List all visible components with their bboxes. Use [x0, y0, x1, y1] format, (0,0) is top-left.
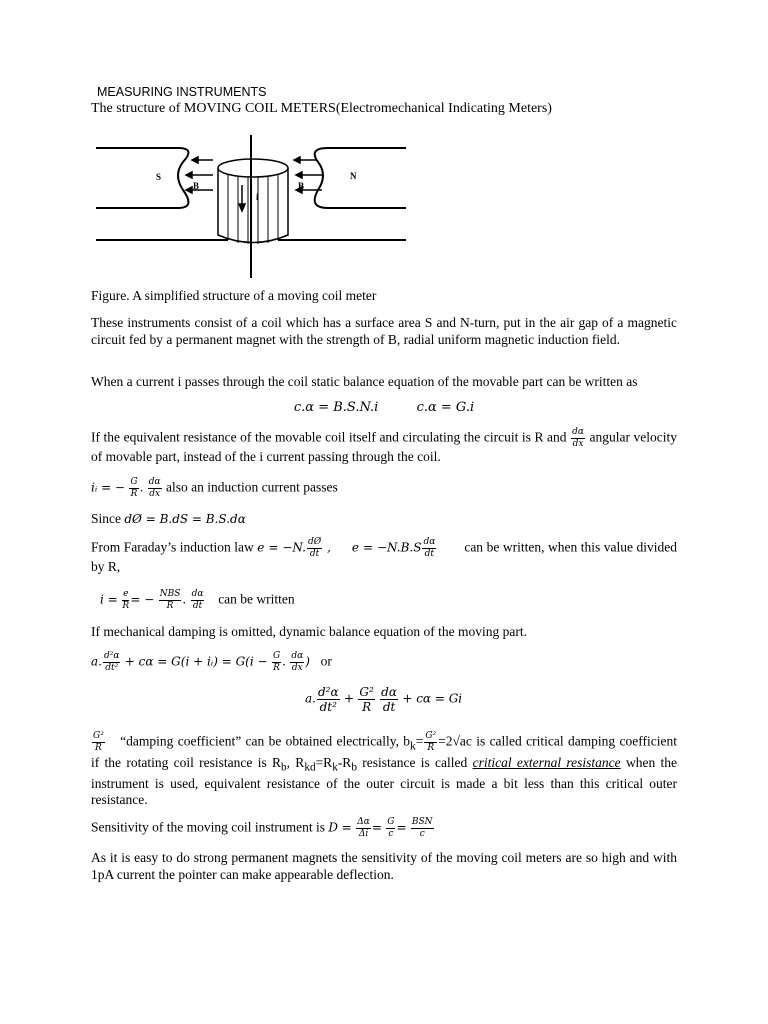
section-heading: MEASURING INSTRUMENTS [97, 85, 267, 99]
frac-den: dx [291, 663, 303, 673]
fraction-dadx-3 [290, 652, 304, 673]
paragraph-damping: If mechanical damping is omitted, dynamic balance equation of the moving part. [91, 624, 527, 639]
frac-num: dα [381, 685, 397, 699]
fraction-g2r [92, 732, 105, 753]
paragraph-2: When a current i passes through the coil static balance equation of the movable part can be written as [91, 374, 638, 389]
eq-mid: + cα = G(i + iᵢ) = G(i − [124, 654, 268, 669]
frac-den: Δi [358, 829, 369, 839]
frac-den: R [166, 601, 174, 611]
frac-den: R [130, 489, 138, 499]
label-b-left: B [193, 181, 200, 191]
figure-caption: Figure. A simplified structure of a moving coil meter [91, 288, 377, 303]
fraction-dadt-big [380, 686, 398, 713]
fraction-gc [386, 818, 395, 839]
moving-coil-figure [88, 130, 418, 280]
equation-2 [305, 686, 462, 713]
frac-num: dα [191, 589, 204, 599]
label-b-right: B [298, 181, 305, 191]
fraction-g2r-3 [424, 732, 437, 753]
frac-den: dt² [319, 700, 337, 714]
frac-num: G [130, 477, 138, 487]
fraction-gr-2 [272, 652, 281, 673]
crit-kd: kd [304, 761, 316, 774]
paragraph-3 [91, 428, 677, 466]
paragraph-critical [91, 732, 677, 809]
fraction-d2a [103, 652, 120, 673]
frac-num: dα [148, 477, 161, 487]
crit-d: , R [286, 754, 305, 770]
paragraph-1: These instruments consist of a coil which has a surface area S and N-turn, put in the air gap of a magnetic circuit fed by a permanent magnet with the strength of B, radial uniform magnetic induction field. [91, 315, 677, 347]
frac-den: dt [424, 549, 435, 559]
line-sensitivity [91, 818, 435, 839]
frac-den: c [388, 829, 394, 839]
frac-num: G [387, 817, 395, 827]
equation-1b: c.α = G.i [416, 400, 475, 415]
frac-den: R [427, 743, 435, 753]
frac-den: dx [149, 489, 161, 499]
line-induction-current: iᵢ = − $\frac{G}{R}$ . $\frac{d\alpha}{dx}$ also an induction current passes [91, 477, 338, 499]
frac-num: dα [291, 651, 304, 661]
crit-k: k [410, 740, 416, 753]
frac-num: BSN [411, 817, 433, 827]
crit-g: resistance is called [356, 754, 468, 770]
eq-e2: e = −N.B.S [351, 540, 422, 555]
line-since [91, 511, 246, 527]
fraction-dadx-2 [148, 478, 162, 499]
eq2-plus: + [343, 691, 355, 706]
eq-d: D = [328, 820, 352, 835]
line-dynamic-eq: a. $\frac{\text{d²α}}{\text{dt²}}$ + cα = G(i + iᵢ) = G(i − $\frac{G}{R}$ . $\frac{d\alpha}{dx}$ ) or [91, 651, 332, 673]
faraday-rest: can be written, when this value divided by R, [91, 539, 677, 574]
eq2-tail: + cα = Gi [402, 691, 463, 706]
paragraph-final: As it is easy to do strong permanent magnets the sensitivity of the moving coil meters are so high and with 1pA current the pointer can make appearable deflection. [91, 850, 677, 882]
crit-b2: b [351, 761, 357, 774]
fraction-d2a-big [317, 686, 340, 713]
frac-den: R [273, 663, 280, 673]
induction-text: also an induction current passes [166, 479, 338, 495]
frac-den: dt [382, 700, 396, 714]
crit-h: when the instrument is used, equivalent resistance of the outer circuit is made a bit less than this critical outer resistance. [91, 754, 678, 808]
crit-c: =2√ac is called critical damping coefficient if the rotating coil resistance is R [91, 733, 677, 770]
frac-num: d²α [317, 685, 339, 699]
paragraph-3-text-a: If the equivalent resistance of the movable coil itself and circulating the circuit is R and [91, 429, 567, 445]
frac-num: G² [425, 731, 437, 741]
fraction-nbsr [159, 590, 182, 611]
or-text: or [320, 653, 332, 669]
frac-den: R [95, 743, 102, 753]
eq-ii: iᵢ = − [91, 480, 125, 495]
paragraph-3-text-b: angular velocity of movable part, instead of the i current passing through the coil. [91, 429, 677, 464]
crit-b-sub: b [281, 761, 287, 774]
equation-1a: c.α = B.S.N.i [293, 400, 379, 415]
line-i-equals: i = $\frac{e}{R}$ = − $\frac{\text{NBS}}{R}$ . $\frac{d\alpha}{dt}$ can be written [100, 589, 295, 611]
crit-a: “damping coefficient” can be obtained electrically, b [120, 733, 411, 749]
eq-close: ) [305, 654, 310, 669]
frac-num: G² [359, 685, 374, 699]
frac-den: dx [572, 439, 584, 449]
eq-flux: dØ = B.dS = B.S.dα [124, 512, 246, 526]
eq-e1: e = −N. [257, 540, 306, 555]
frac-num: NBS [159, 589, 181, 599]
equation-1 [0, 400, 768, 415]
frac-den: dt [192, 601, 203, 611]
critical-external-resistance: critical external resistance [472, 754, 621, 770]
since-text: Since [91, 511, 121, 526]
label-s: S [156, 172, 162, 182]
fraction-gr [129, 478, 138, 499]
crit-f: -R [337, 754, 352, 770]
frac-num: dØ [307, 537, 322, 547]
label-n: N [350, 171, 357, 181]
fraction-er [122, 590, 129, 611]
sensitivity-text: Sensitivity of the moving coil instrument is [91, 819, 325, 835]
frac-den: R [362, 700, 372, 714]
document-subtitle: The structure of MOVING COIL METERS(Electromechanical Indicating Meters) [91, 101, 552, 116]
crit-b: = [415, 733, 424, 749]
frac-num: dα [572, 427, 584, 437]
fraction-dadt-2 [191, 590, 205, 611]
eq-sign-2: = [396, 820, 407, 835]
eq-a: a. [91, 654, 102, 669]
crit-k2: k [332, 761, 338, 774]
frac-num: d²α [103, 651, 120, 661]
fraction-dadi [356, 818, 371, 839]
fraction-bsnc [411, 818, 434, 839]
fraction-dadx [571, 428, 585, 449]
paragraph-faraday: From Faraday’s induction law e = −N. $\frac{dØ}{dt}$ , e = −N.B.S $\frac{d\alpha}{dt}$ can be written, when this value divided by R, [91, 537, 677, 574]
frac-num: G² [93, 731, 104, 741]
frac-num: dα [423, 537, 436, 547]
frac-num: Δα [357, 817, 370, 827]
frac-den: dt [309, 549, 320, 559]
fraction-dphidt [307, 538, 322, 559]
can-be-written: can be written [218, 591, 295, 607]
label-i: i [256, 192, 259, 202]
eq-i: i = [100, 592, 118, 607]
frac-den: R [122, 601, 130, 611]
faraday-text: From Faraday’s induction law [91, 539, 254, 555]
frac-den: c [419, 829, 425, 839]
frac-den: dt² [105, 663, 119, 673]
eq-sign-1: = [371, 820, 382, 835]
frac-num: e [123, 589, 129, 599]
frac-num: G [272, 651, 281, 661]
fraction-g2r-big [358, 686, 374, 713]
eq2-a: a. [305, 691, 316, 706]
fraction-dadt [422, 538, 436, 559]
crit-e: =R [315, 754, 333, 770]
